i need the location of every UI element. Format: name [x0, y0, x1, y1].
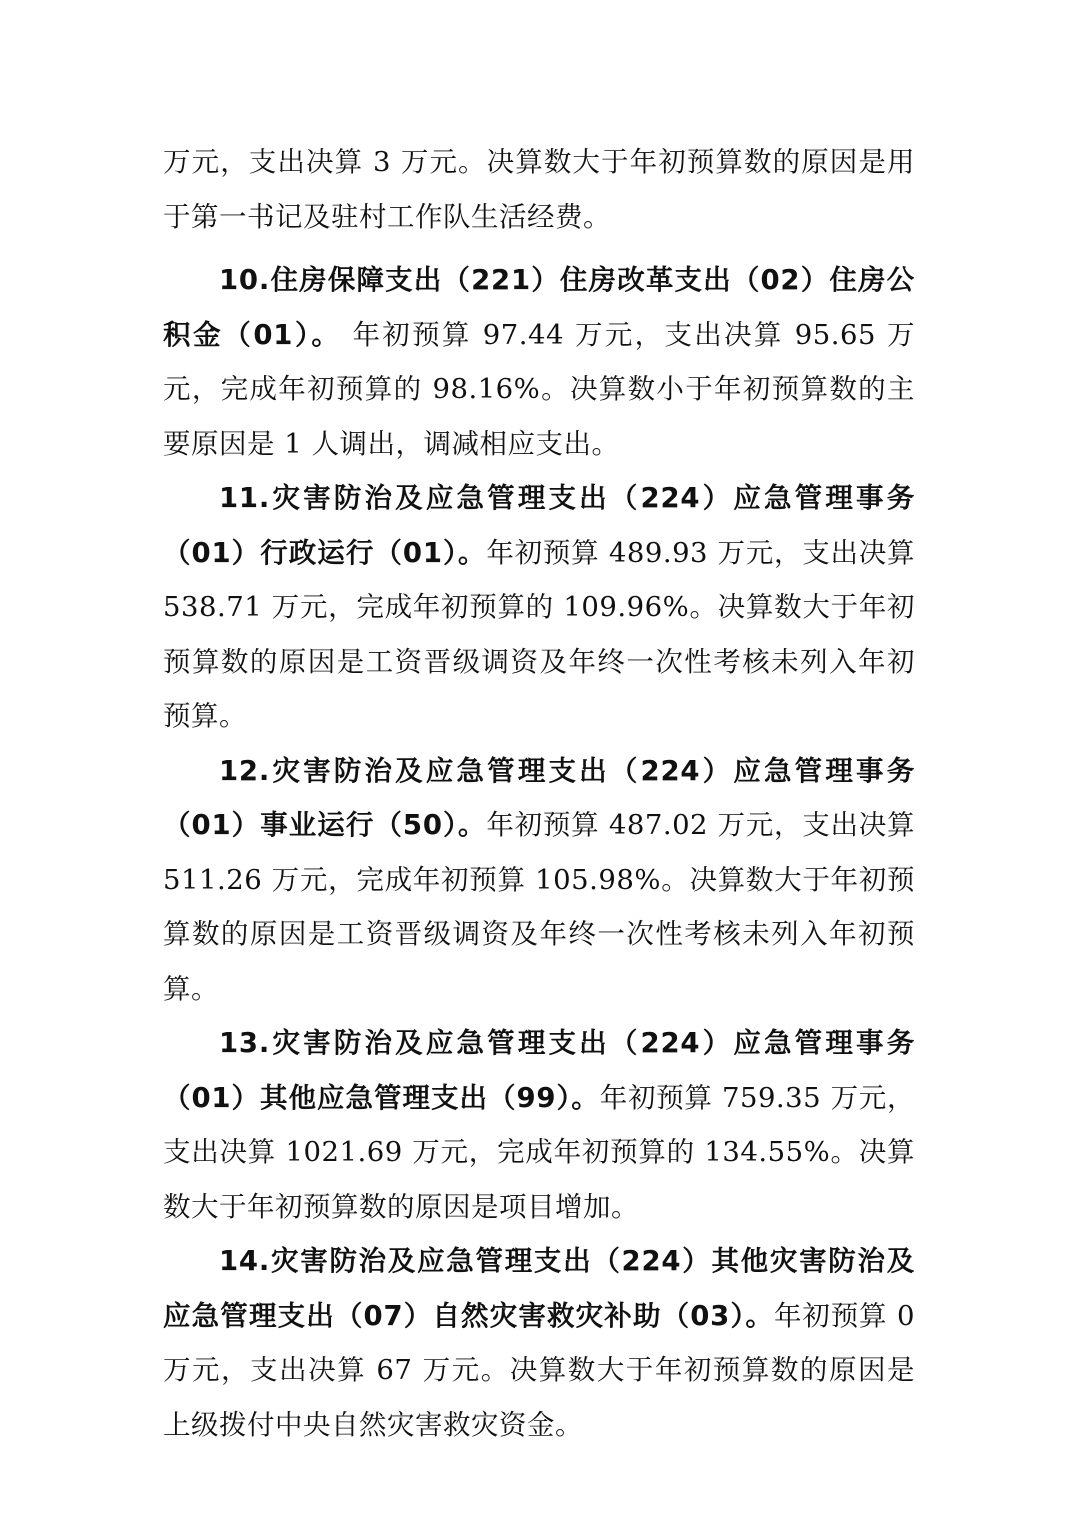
- continuation-paragraph: [163, 135, 915, 244]
- item-10-heading: 10.住房保障支出（221）住房改革支出（02）住房公积金（01）。: [163, 264, 915, 351]
- item-11-heading: 11.灾害防治及应急管理支出（224）应急管理事务（01）行政运行（01）。: [163, 482, 915, 569]
- item-13-paragraph: [163, 1016, 915, 1234]
- item-10-body: 年初预算 97.44 万元，支出决算 95.65 万元，完成年初预算的 98.16%。决算数小于年初预算数的主要原因是 1 人调出，调减相应支出。: [163, 318, 915, 460]
- item-10-paragraph: [163, 253, 915, 471]
- item-11-paragraph: [163, 471, 915, 744]
- document-body: [163, 135, 915, 1452]
- continuation-text: 万元，支出决算 3 万元。决算数大于年初预算数的原因是用于第一书记及驻村工作队生活经费。: [163, 146, 915, 233]
- item-12-heading: 12.灾害防治及应急管理支出（224）应急管理事务（01）事业运行（50）。: [163, 754, 915, 841]
- item-14-heading: 14.灾害防治及应急管理支出（224）其他灾害防治及应急管理支出（07）自然灾害救灾补助（03）。: [163, 1245, 915, 1332]
- item-13-body: 年初预算 759.35 万元，支出决算 1021.69 万元，完成年初预算的 134.55%。决算数大于年初预算数的原因是项目增加。: [163, 1081, 915, 1223]
- item-12-body: 年初预算 487.02 万元，支出决算 511.26 万元，完成年初预算 105.98%。决算数大于年初预算数的原因是工资晋级调资及年终一次性考核未列入年初预算。: [163, 809, 915, 1005]
- item-13-heading: 13.灾害防治及应急管理支出（224）应急管理事务（01）其他应急管理支出（99）。: [163, 1027, 915, 1114]
- item-12-paragraph: [163, 744, 915, 1017]
- item-14-body: 年初预算 0 万元，支出决算 67 万元。决算数大于年初预算数的原因是上级拨付中央自然灾害救灾资金。: [163, 1299, 915, 1441]
- item-11-body: 年初预算 489.93 万元，支出决算 538.71 万元，完成年初预算的 109.96%。决算数大于年初预算数的原因是工资晋级调资及年终一次性考核未列入年初预算。: [163, 536, 915, 732]
- item-14-paragraph: [163, 1234, 915, 1452]
